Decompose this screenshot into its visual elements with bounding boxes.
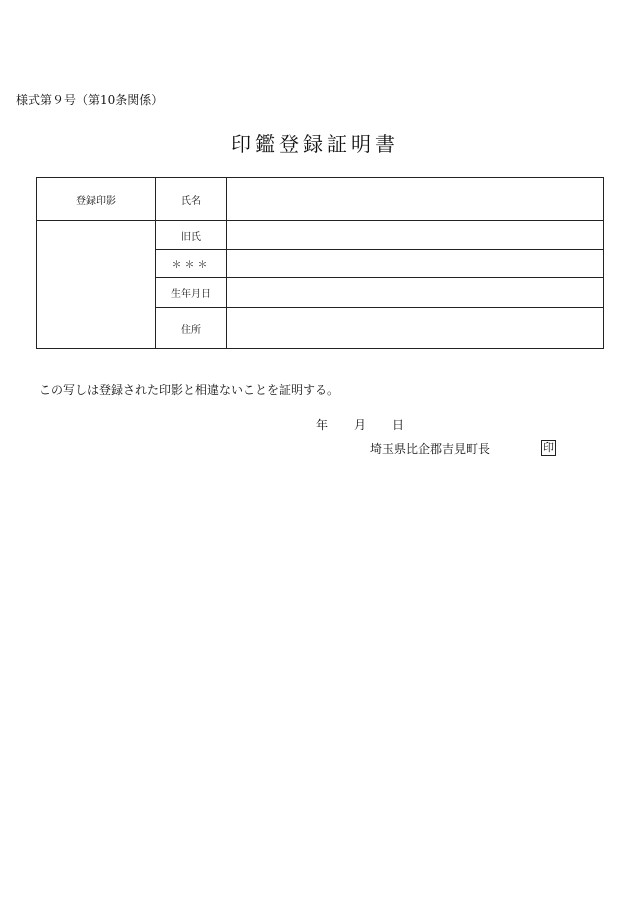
seal-impression-area xyxy=(37,221,156,349)
label-name: 氏名 xyxy=(156,178,227,221)
value-name xyxy=(227,178,604,221)
label-masked: ＊＊＊ xyxy=(156,250,227,278)
value-address xyxy=(227,308,604,349)
table-row-old-name xyxy=(37,221,604,250)
value-masked xyxy=(227,250,604,278)
value-birthdate xyxy=(227,278,604,308)
date-line xyxy=(316,416,404,433)
certification-statement: この写しは登録された印影と相違ないことを証明する。 xyxy=(39,383,340,397)
label-address: 住所 xyxy=(156,308,227,349)
label-old-name: 旧氏 xyxy=(156,221,227,250)
table-row-name xyxy=(37,178,604,221)
seal-header: 登録印影 xyxy=(37,178,156,221)
date-year: 年 xyxy=(316,418,329,432)
form-number: 様式第９号（第10条関係） xyxy=(16,93,164,107)
value-old-name xyxy=(227,221,604,250)
seal-mark: 印 xyxy=(543,441,554,454)
certificate-table xyxy=(36,177,604,349)
date-day: 日 xyxy=(392,418,405,432)
date-month: 月 xyxy=(354,418,367,432)
issuer-name: 埼玉県比企郡吉見町長 xyxy=(370,442,491,456)
document-title: 印鑑登録証明書 xyxy=(231,132,399,156)
label-birthdate: 生年月日 xyxy=(156,278,227,308)
